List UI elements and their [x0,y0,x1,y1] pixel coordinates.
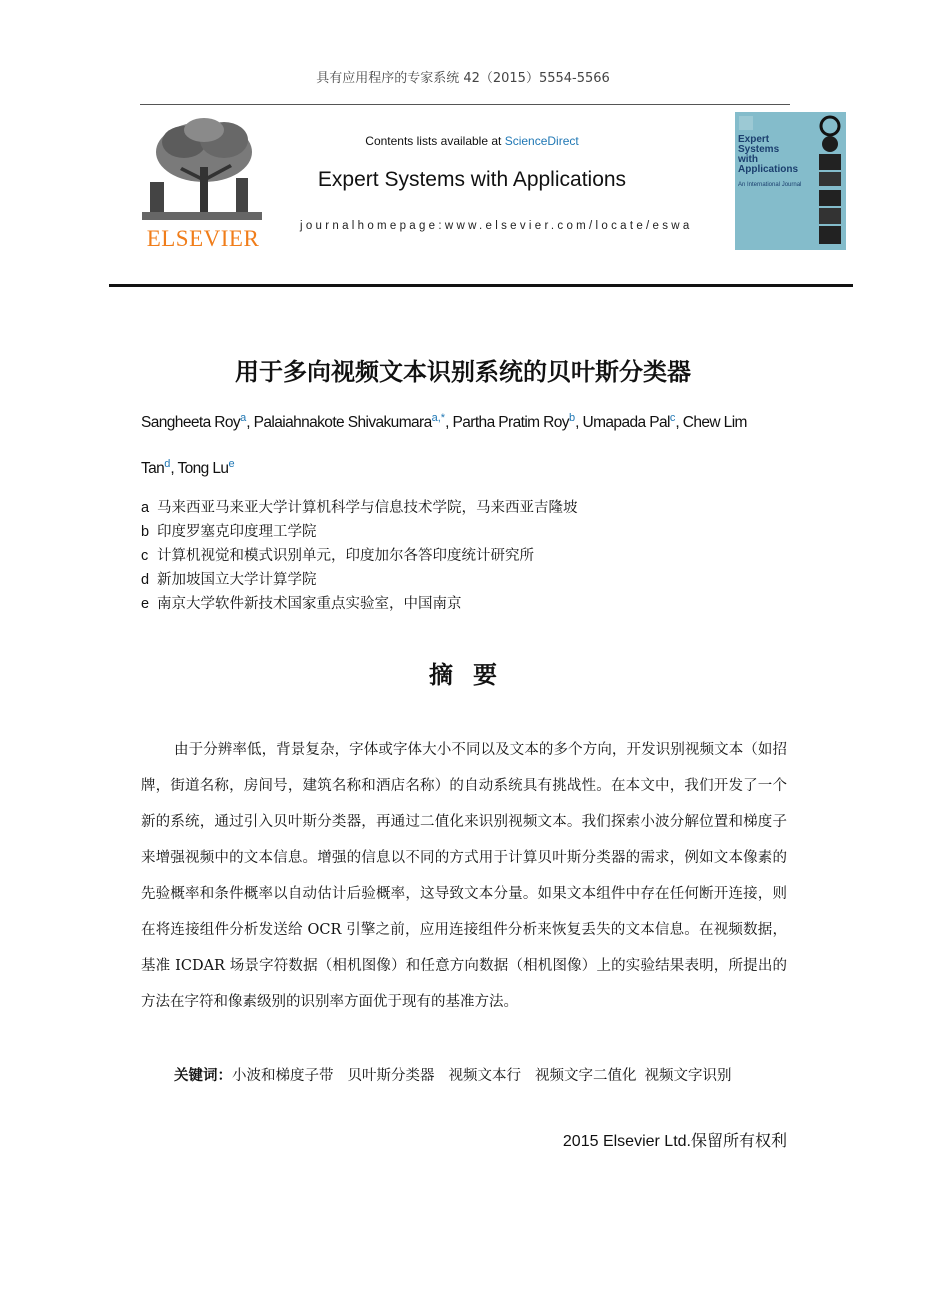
contents-prefix: Contents lists available at [365,134,505,148]
author-name: Sangheeta Roy [141,414,241,432]
journal-cover [735,112,846,250]
author-name: Palaiahnakote Shivakumara [253,414,432,432]
author-affiliation-mark[interactable]: a [240,412,247,424]
author-affiliation-mark[interactable]: d [164,458,171,470]
journal-homepage[interactable]: journalhomepage:www.elsevier.com/locate/eswa [300,220,693,232]
contents-line [270,134,674,148]
affiliation-text: 南京大学软件新技术国家重点实验室，中国南京 [157,596,462,612]
author-affiliation-mark[interactable]: c [669,412,676,424]
affiliation-key: c [141,548,149,564]
affiliation-list [141,496,801,616]
abstract-heading: 摘要 [429,661,517,689]
journal-title: Expert Systems with Applications [317,168,627,191]
copyright-notice: 2015 Elsevier Ltd.保留所有权利 [562,1133,787,1150]
abstract-body: 由于分辨率低，背景复杂，字体或字体大小不同以及文本的多个方向，开发识别视频文本（如招牌，街道名称，房间号，建筑名称和酒店名称）的自动系统具有挑战性。在本文中，我们开发了一个新的系统，通过引入贝叶斯分类器，再通过二值化来识别视频文本。我们探索小波分解位置和梯度子来增强视频中的文本信息。增强的信息以不同的方式用于计算贝叶斯分类器的需求，例如文本像素的先验概率和条件概率以自动估计后验概率，这导致文本分量。如果文本组件中存在任何断开连接，则在将连接组件分析发送给 OCR 引擎之前，应用连接组件分析来恢复丢失的文本信息。在视频数据，基准 ICDAR 场景字符数据（相机图像）和任意方向数据（相机图像）上的实验结果表明，所提出的方法在字符和像素级别的识别率方面优于现有的基准方法。 [141,742,787,1010]
affiliation-text: 新加坡国立大学计算学院 [157,572,317,588]
cover-title-line: with [738,154,758,165]
affiliation-key: d [141,572,150,588]
cover-title-line: Expert [738,134,770,145]
cover-title [738,135,818,175]
affiliation-text: 印度罗塞克印度理工学院 [157,524,317,540]
sciencedirect-link[interactable]: ScienceDirect [504,134,579,148]
affiliation-item [141,496,801,520]
affiliation-item [141,520,801,544]
author-list-line-2: Tan$^d$, Tong Lu$^e$ [141,458,235,478]
keyword: 视频文本行 [448,1068,521,1084]
author-name-part: Chew Lim [682,414,747,432]
affiliation-item [141,544,801,568]
affiliation-key: e [141,596,150,612]
affiliation-text: 马来西亚马来亚大学计算机科学与信息技术学院，马来西亚吉隆坡 [157,500,578,516]
author-name: Umapada Pal [582,414,670,432]
cover-subtitle: An International Journal [738,182,802,188]
cover-icons [735,112,846,250]
author-affiliation-mark[interactable]: b [568,412,576,424]
keyword: 视频文字二值化 [535,1068,637,1084]
header-divider [140,104,790,105]
author-list-line-1: Sangheeta Roy$^a$, Palaiahnakote Shivakumara$^{a,*}$, Partha Pratim Roy$^b$, Umapada Pal$^c$, Chew Lim [141,412,747,432]
affiliation-key: b [141,524,150,540]
author-name: Partha Pratim Roy [452,414,569,432]
author-name: Tong Lu [177,460,229,478]
keywords-label: 关键词： [174,1068,232,1084]
keyword: 小波和梯度子带 [232,1068,334,1084]
affiliation-item [141,592,801,616]
keyword: 视频文字识别 [644,1068,732,1084]
citation-line: 具有应用程序的专家系统 42（2015）5554-5566 [316,71,610,86]
cover-title-line: Systems [738,144,780,155]
keyword: 贝叶斯分类器 [347,1068,435,1084]
affiliation-text: 计算机视觉和模式识别单元，印度加尔各答印度统计研究所 [157,548,534,564]
title-divider [109,284,853,287]
author-name-part: Tan [141,460,165,478]
publisher-wordmark: ELSEVIER [146,226,260,251]
paper-title: 用于多向视频文本识别系统的贝叶斯分类器 [235,358,691,386]
cover-title-line: Applications [738,164,799,175]
author-affiliation-mark[interactable]: a,* [431,412,446,424]
affiliation-key: a [141,500,150,516]
author-affiliation-mark[interactable]: e [228,458,235,470]
keywords-line [141,1058,787,1094]
affiliation-item [141,568,801,592]
